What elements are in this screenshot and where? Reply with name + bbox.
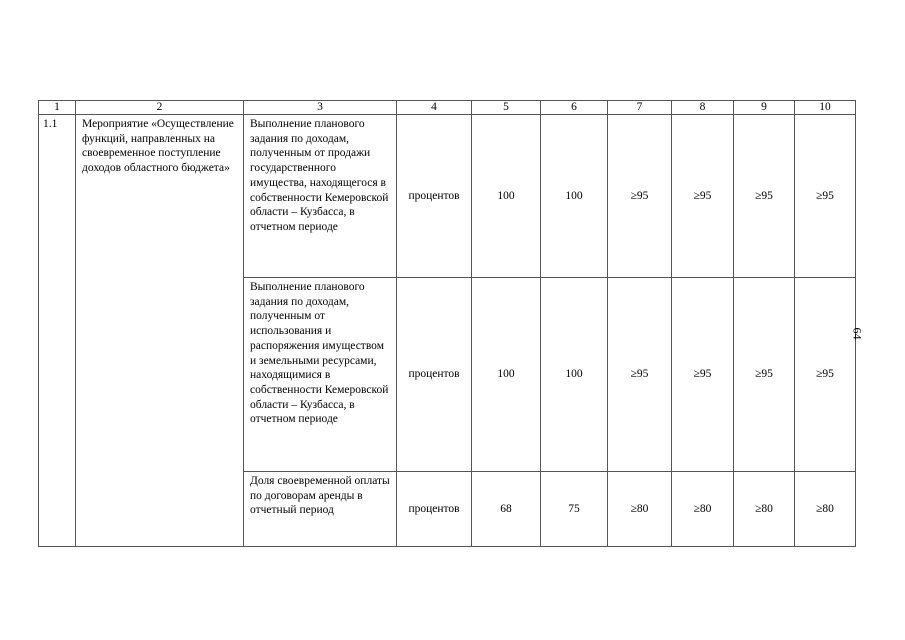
header-row	[39, 101, 856, 115]
unit-cell: процентов	[397, 278, 472, 472]
header-cell: 7	[608, 101, 672, 115]
event-cell: Мероприятие «Осуществление функций, направленных на своевременное поступление доходов областного бюджета»	[76, 115, 244, 547]
header-cell: 6	[541, 101, 608, 115]
indicator-cell: Доля своевременной оплаты по договорам аренды в отчетный период	[244, 472, 397, 547]
header-cell: 1	[39, 101, 76, 115]
indicator-cell: Выполнение планового задания по доходам, полученным от использования и распоряжения имуществом и земельными ресурсами, находящимися в собственности Кемеровской области – Кузбасса, в отчетном периоде	[244, 278, 397, 472]
header-cell: 9	[734, 101, 795, 115]
unit-cell: процентов	[397, 115, 472, 278]
unit-cell: процентов	[397, 472, 472, 547]
value-cell-7: ≥95	[608, 115, 672, 278]
value-cell-10: ≥95	[795, 278, 856, 472]
value-cell-6: 100	[541, 115, 608, 278]
value-cell-7: ≥95	[608, 278, 672, 472]
header-cell: 3	[244, 101, 397, 115]
value-cell-9: ≥95	[734, 115, 795, 278]
value-cell-9: ≥80	[734, 472, 795, 547]
header-cell: 2	[76, 101, 244, 115]
value-cell-8: ≥80	[672, 472, 734, 547]
indicator-table	[38, 100, 856, 547]
value-cell-5: 100	[472, 278, 541, 472]
value-cell-10: ≥80	[795, 472, 856, 547]
value-cell-10: ≥95	[795, 115, 856, 278]
value-cell-5: 68	[472, 472, 541, 547]
header-cell: 5	[472, 101, 541, 115]
header-cell: 8	[672, 101, 734, 115]
value-cell-6: 75	[541, 472, 608, 547]
value-cell-5: 100	[472, 115, 541, 278]
indicator-cell: Выполнение планового задания по доходам, полученным от продажи государственного имущества, находящегося в собственности Кемеровской области – Кузбасса, в отчетном периоде	[244, 115, 397, 278]
page-number: 64	[850, 327, 865, 340]
header-cell: 4	[397, 101, 472, 115]
row-id-cell: 1.1	[39, 115, 76, 547]
table-row	[39, 115, 856, 278]
header-cell: 10	[795, 101, 856, 115]
value-cell-9: ≥95	[734, 278, 795, 472]
value-cell-6: 100	[541, 278, 608, 472]
value-cell-8: ≥95	[672, 115, 734, 278]
value-cell-7: ≥80	[608, 472, 672, 547]
value-cell-8: ≥95	[672, 278, 734, 472]
